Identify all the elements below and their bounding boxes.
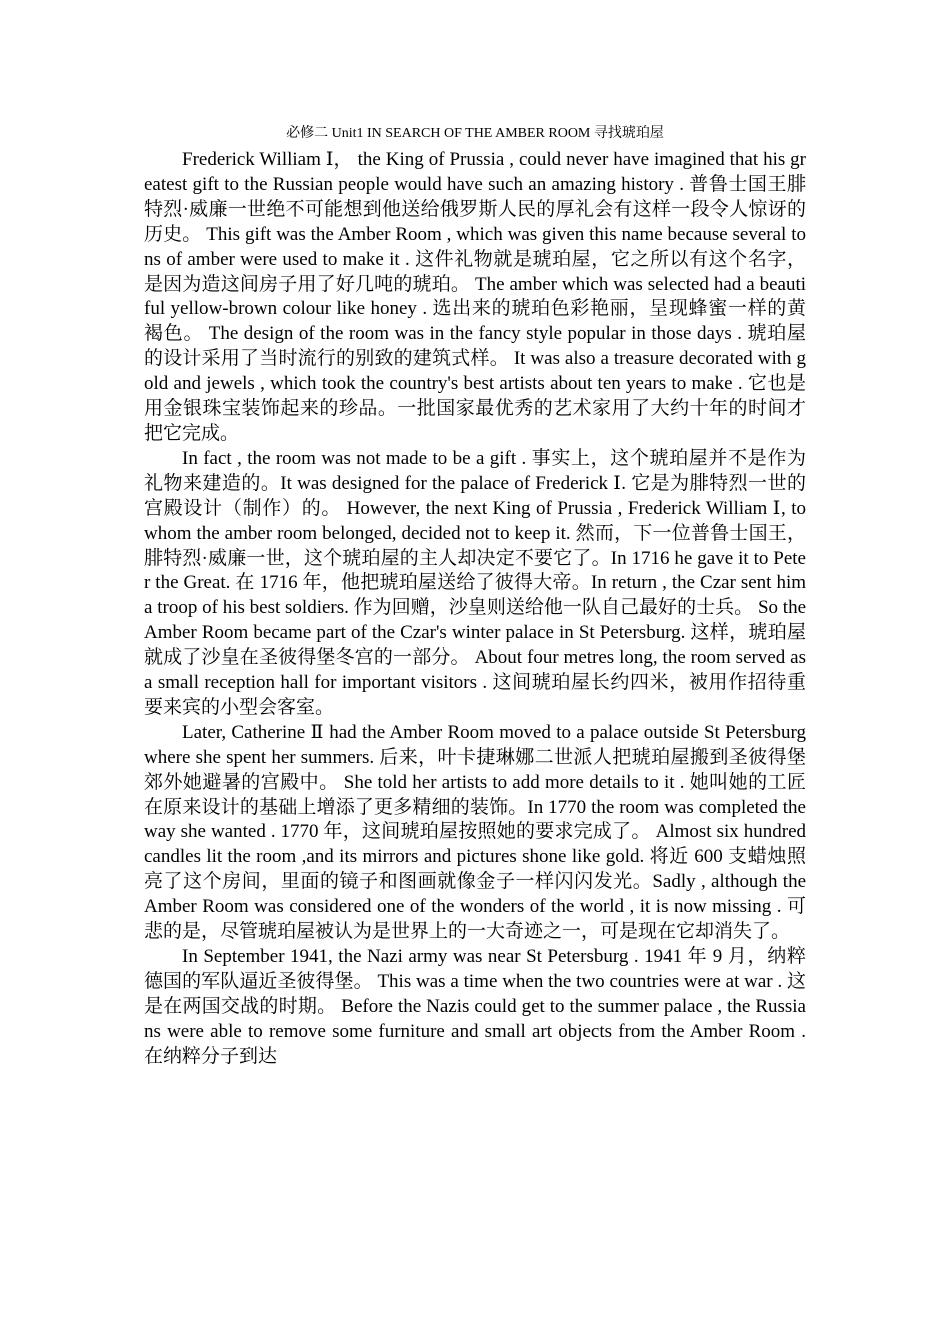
paragraph-not-a-gift: In fact , the room was not made to be a gift . 事实上，这个琥珀屋并不是作为礼物来建造的。It was designed for the palace of Frederick Ⅰ. 它是为腓特烈一世的宫殿设计（制作）的。 However, the next King of Prussia , Frederick William Ⅰ, to whom the amber room belonged, decided not to keep it. 然而，下一位普鲁士国王，腓特烈·威廉一世，这个琥珀屋的主人却决定不要它了。In 1716 he gave it to Peter the Great. 在 1716 年，他把琥珀屋送给了彼得大帝。In return , the Czar sent him a troop of his best soldiers. 作为回赠，沙皇则送给他一队自己最好的士兵。 So the Amber Room became part of the Czar's winter palace in St Petersburg. 这样，琥珀屋就成了沙皇在圣彼得堡冬宫的一部分。 About four metres long, the room served as a small reception hall for important visitors . 这间琥珀屋长约四米，被用作招待重要来宾的小型会客室。 xyxy=(144,447,806,718)
paragraph-catherine: Later, Catherine Ⅱ had the Amber Room moved to a palace outside St Petersburg where she spent her summers. 后来，叶卡捷琳娜二世派人把琥珀屋搬到圣彼得堡郊外她避暑的宫殿中。 She told her artists to add more details to it . 她叫她的工匠在原来设计的基础上增添了更多精细的装饰。In 1770 the room was completed the way she wanted . 1770 年，这间琥珀屋按照她的要求完成了。 Almost six hundred candles lit the room ,and its mirrors and pictures shone like gold. 将近 600 支蜡烛照亮了这个房间，里面的镜子和图画就像金子一样闪闪发光。Sadly , although the Amber Room was considered one of the wonders of the world , it is now missing . 可悲的是，尽管琥珀屋被认为是世界上的一大奇迹之一，可是现在它却消失了。 xyxy=(144,721,806,943)
paragraph-gift-history: Frederick William Ⅰ， the King of Prussia , could never have imagined that his greatest gift to the Russian people would have such an amazing history . 普鲁士国王腓特烈·威廉一世绝不可能想到他送给俄罗斯人民的厚礼会有这样一段令人惊讶的历史。 This gift was the Amber Room , which was given this name because several tons of amber were used to make it . 这件礼物就是琥珀屋，它之所以有这个名字，是因为造这间房子用了好几吨的琥珀。 The amber which was selected had a beautiful yellow-brown colour like honey . 选出来的琥珀色彩艳丽，呈现蜂蜜一样的黄褐色。 The design of the room was in the fancy style popular in those days . 琥珀屋的设计采用了当时流行的别致的建筑式样。 It was also a treasure decorated with gold and jewels , which took the country's best artists about ten years to make . 它也是用金银珠宝装饰起来的珍品。一批国家最优秀的艺术家用了大约十年的时间才把它完成。 xyxy=(144,149,806,444)
document-title: 必修二 Unit1 IN SEARCH OF THE AMBER ROOM 寻找琥珀屋 xyxy=(286,126,664,141)
paragraph-nazi-army: In September 1941, the Nazi army was near St Petersburg . 1941 年 9 月，纳粹德国的军队逼近圣彼得堡。 This was a time when the two countries were at war . 这是在两国交战的时期。 Before the Nazis could get to the summer palace , the Russians were able to remove some furniture and small art objects from the Amber Room . 在纳粹分子到达 xyxy=(144,946,806,1067)
document-page xyxy=(144,124,806,1070)
